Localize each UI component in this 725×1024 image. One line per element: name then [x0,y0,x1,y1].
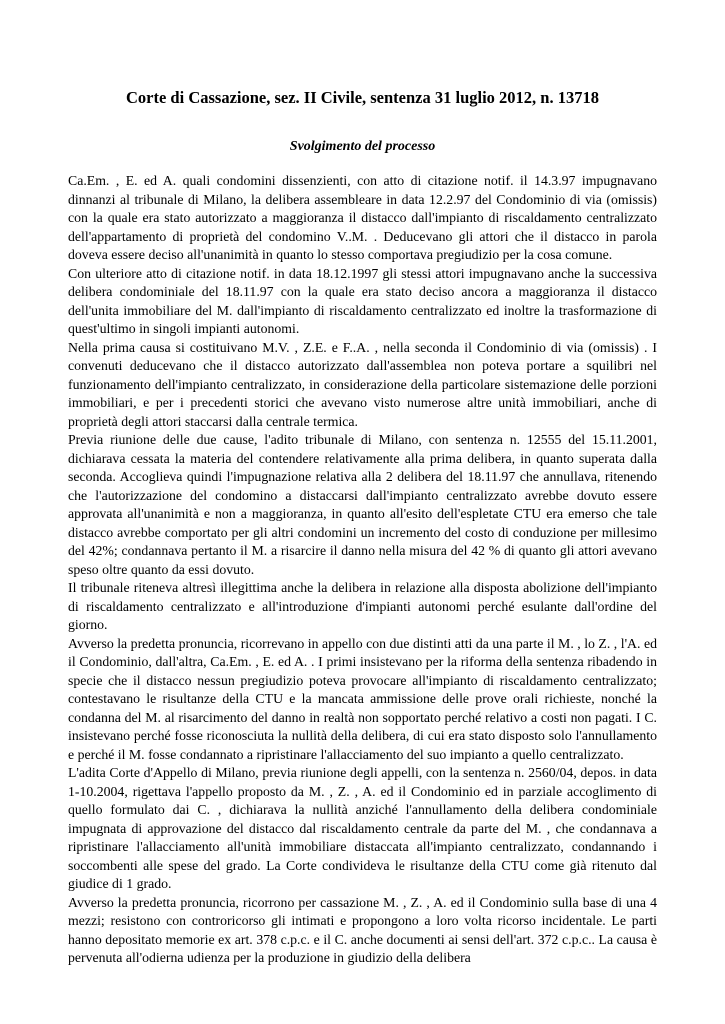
paragraph: Avverso la predetta pronuncia, ricorrono per cassazione M. , Z. , A. ed il Condominio sulla base di una 4 mezzi; resistono con controricorso gli intimati e propongono a loro volta ricorso incidentale. Le parti hanno depositato memorie ex art. 378 c.p.c. e il C. anche documenti ai sensi dell'art. 372 c.p.c.. La causa è pervenuta all'odierna udienza per la produzione in giudizio della delibera [68,894,657,965]
paragraph: Previa riunione delle due cause, l'adito tribunale di Milano, con sentenza n. 12555 del 15.11.2001, dichiarava cessata la materia del contendere relativamente alla prima delibera, in quanto superata dalla seconda. Accoglieva quindi l'impugnazione relativa alla 2 delibera del 18.11.97 che annullava, ritenendo che l'autorizzazione del condomino a distaccarsi dall'impianto centralizzato avrebbe dovuto essere approvata all'unanimità e non a maggioranza, in quanto all'esito dell'espletate CTU era emerso che tale distacco avrebbe comportato per gli altri condomini un incremento del costo di conduzione per millesimo del 42%; condannava pertanto il M. a risarcire il danno nella misura del 42 % di quanto gli attori avevano speso oltre quanto da essi dovuto. [68,432,657,577]
section-heading: Svolgimento del processo [289,139,436,154]
paragraph: Con ulteriore atto di citazione notif. in data 18.12.1997 gli stessi attori impugnavano anche la successiva delibera condominiale del 18.11.97 con la quale era stato deciso ancora a maggioranza il distacco dell'unita immobiliare del M. dall'impianto di riscaldamento centralizzato ed inoltre la trasformazione di quest'ultimo in singoli impianti autonomi. [68,265,657,336]
paragraph: Ca.Em. , E. ed A. quali condomini dissenzienti, con atto di citazione notif. il 14.3.97 impugnavano dinnanzi al tribunale di Milano, la delibera assembleare in data 12.2.97 del Condominio di via (omissis) con la quale era stato autorizzato a maggioranza il distacco dall'impianto di riscaldamento centralizzato dell'appartamento di proprietà del condomino V..M. . Deducevano gli attori che il distacco in parola doveva essere deciso all'unanimità in quanto lo stesso comportava pregiudizio per la cosa comune. [68,173,657,262]
document-title: Corte di Cassazione, sez. II Civile, sentenza 31 luglio 2012, n. 13718 [126,88,599,107]
paragraph: L'adita Corte d'Appello di Milano, previa riunione degli appelli, con la sentenza n. 2560/04, depos. in data 1-10.2004, rigettava l'appello proposto da M. , Z. , A. ed il Condominio ed in parziale accoglimento di quello formulato dai C. , dichiarava la nullità anziché l'annullamento della delibera condominiale impugnata di approvazione del distacco dal riscaldamento centrale da parte del M. , che condannava a ripristinare l'allacciamento all'unità immobiliare distaccata all'impianto centralizzato, condannando i soccombenti alle spese del grado. La Corte condivideva le risultanze della CTU come già ritenuto dal giudice di 1 grado. [68,765,657,891]
paragraph: Nella prima causa si costituivano M.V. , Z.E. e F..A. , nella seconda il Condominio di via (omissis) . I convenuti deducevano che il distacco autorizzato dall'assemblea non poteva portare a squilibri nel funzionamento dell'impianto centralizzato, in considerazione della particolare sistemazione delle porzioni immobiliari, e per i precedenti storici che avevano visto numerose altre unità immobiliari, anche di proprietà degli attori staccarsi dalla centrale termica. [68,339,657,429]
document-body [68,172,657,968]
paragraph: Il tribunale riteneva altresì illegittima anche la delibera in relazione alla disposta abolizione dell'impianto di riscaldamento centralizzato e all'introduzione d'impianti autonomi perché esulante dall'ordine del giorno. [68,580,657,632]
paragraph: Avverso la predetta pronuncia, ricorrevano in appello con due distinti atti da una parte il M. , lo Z. , l'A. ed il Condominio, dall'altra, Ca.Em. , E. ed A. . I primi insistevano per la riforma della sentenza ribadendo in specie che il distacco nessun pregiudizio poteva provocare all'impianto di riscaldamento centralizzato; contestavano le risultanze della CTU e la mancata ammissione delle prove orali richieste, nonché la condanna del M. al risarcimento del danno in realtà non sopportato perché relativo a costi non pagati. I C. insistevano perché fosse riconosciuta la nullità della delibera, di cui era stato disposto solo l'annullamento e perché il M. fosse condannato a ripristinare l'allacciamento del suo impianto a quello centralizzato. [68,635,657,762]
